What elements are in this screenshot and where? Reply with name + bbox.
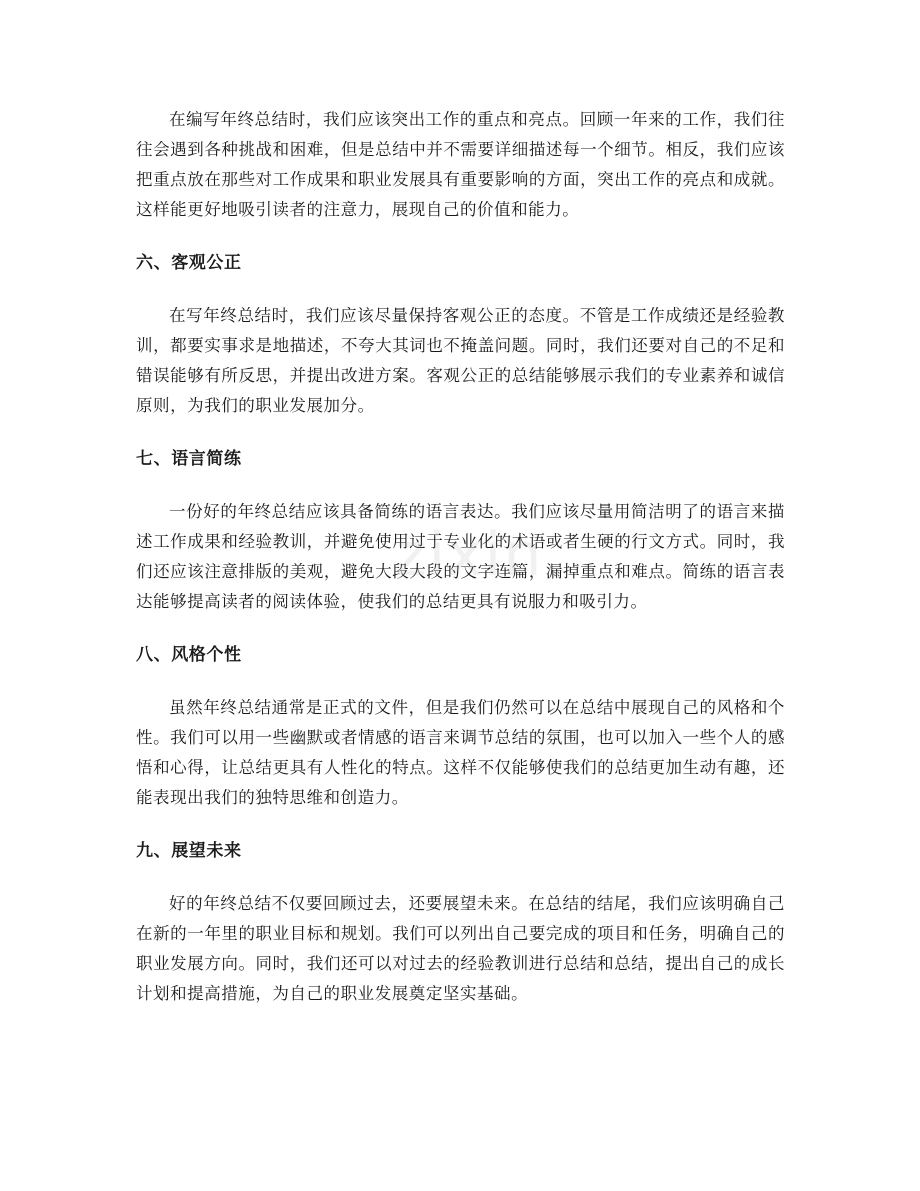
watermark: zixin: [395, 520, 544, 590]
section-paragraph-7: 一份好的年终总结应该具备简练的语言表达。我们应该尽量用简洁明了的语言来描述工作成果和经验教训，并避免使用过于专业化的术语或者生硬的行文方式。同时，我们还应该注意排版的美观，避免大段大段的文字连篇，漏掉重点和难点。简练的语言表达能够提高读者的阅读体验，使我们的总结更具有说服力和吸引力。: [136, 502, 785, 611]
section-heading-9: 九、展望未来: [136, 841, 242, 861]
intro-paragraph: 在编写年终总结时，我们应该突出工作的重点和亮点。回顾一年来的工作，我们往往会遇到各种挑战和困难，但是总结中并不需要详细描述每一个细节。相反，我们应该把重点放在那些对工作成果和职业发展具有重要影响的方面，突出工作的亮点和成就。这样能更好地吸引读者的注意力，展现自己的价值和能力。: [136, 110, 785, 219]
section-paragraph-8: 虽然年终总结通常是正式的文件，但是我们仍然可以在总结中展现自己的风格和个性。我们可以用一些幽默或者情感的语言来调节总结的氛围，也可以加入一些个人的感悟和心得，让总结更具有人性化的特点。这样不仅能够使我们的总结更加生动有趣，还能表现出我们的独特思维和创造力。: [136, 698, 785, 807]
section-heading-7: 七、语言简练: [136, 449, 242, 469]
section-heading-6: 六、客观公正: [136, 253, 242, 273]
section-paragraph-6: 在写年终总结时，我们应该尽量保持客观公正的态度。不管是工作成绩还是经验教训，都要实事求是地描述，不夸大其词也不掩盖问题。同时，我们还要对自己的不足和错误能够有所反思，并提出改进方案。客观公正的总结能够展示我们的专业素养和诚信原则，为我们的职业发展加分。: [136, 306, 785, 415]
section-paragraph-9: 好的年终总结不仅要回顾过去，还要展望未来。在总结的结尾，我们应该明确自己在新的一年里的职业目标和规划。我们可以列出自己要完成的项目和任务，明确自己的职业发展方向。同时，我们还可以对过去的经验教训进行总结和总结，提出自己的成长计划和提高措施，为自己的职业发展奠定坚实基础。: [136, 894, 785, 1003]
section-heading-8: 八、风格个性: [136, 645, 242, 665]
